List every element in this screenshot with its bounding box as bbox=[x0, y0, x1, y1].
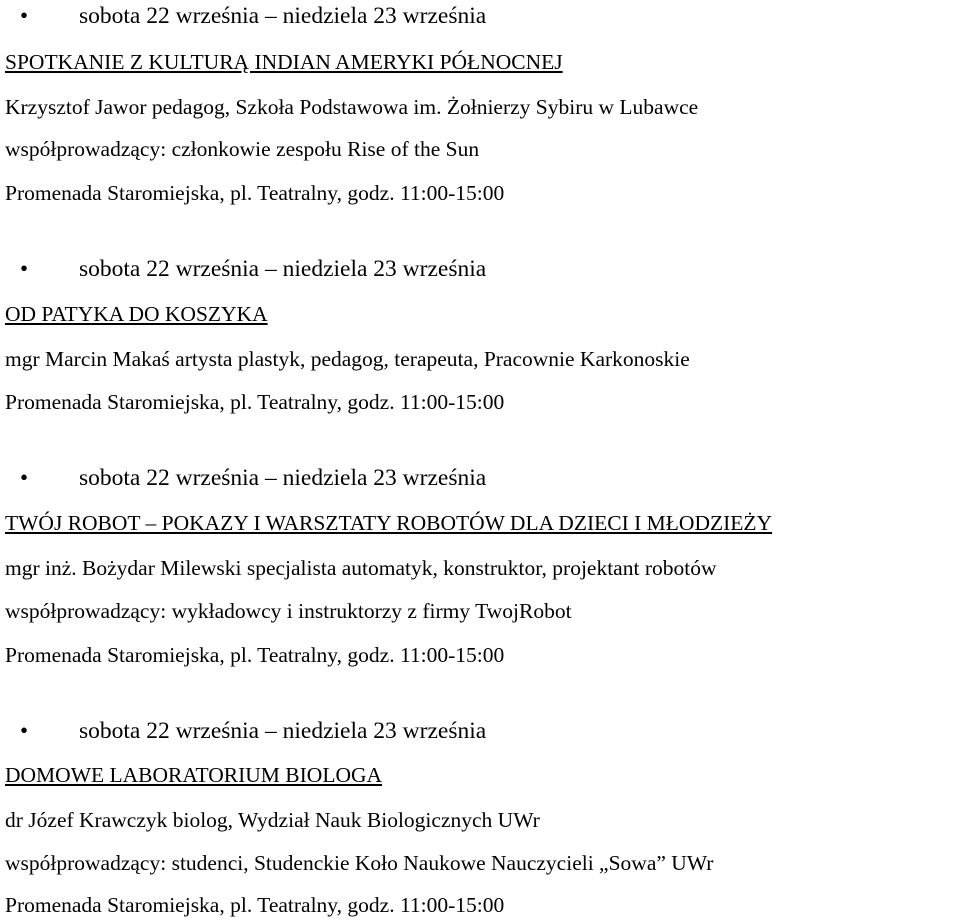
event-title: OD PATYKA DO KOSZYKA bbox=[5, 302, 268, 326]
event-location: Promenada Staromiejska, pl. Teatralny, godz. 11:00-15:00 bbox=[5, 390, 505, 414]
event-host: mgr Marcin Makaś artysta plastyk, pedagog, terapeuta, Pracownie Karkonoskie bbox=[5, 347, 690, 371]
event-title: TWÓJ ROBOT – POKAZY I WARSZTATY ROBOTÓW DLA DZIECI I MŁODZIEŻY bbox=[5, 511, 773, 535]
event-cohost: współprowadzący: wykładowcy i instruktorzy z firmy TwojRobot bbox=[5, 599, 572, 623]
event-host: mgr inż. Bożydar Milewski specjalista automatyk, konstruktor, projektant robotów bbox=[5, 556, 717, 580]
event-date-text: sobota 22 września – niedziela 23 września bbox=[79, 465, 487, 491]
event-cohost: współprowadzący: studenci, Studenckie Koło Naukowe Nauczycieli „Sowa” UWr bbox=[5, 851, 714, 875]
event-date-text: sobota 22 września – niedziela 23 września bbox=[79, 718, 487, 744]
event-host: Krzysztof Jawor pedagog, Szkoła Podstawowa im. Żołnierzy Sybiru w Lubawce bbox=[5, 95, 699, 119]
bullet-icon: • bbox=[20, 718, 29, 743]
event-cohost: współprowadzący: członkowie zespołu Rise of the Sun bbox=[5, 137, 480, 161]
event-date-text: sobota 22 września – niedziela 23 września bbox=[79, 3, 487, 29]
event-date bbox=[20, 464, 486, 492]
event-title: DOMOWE LABORATORIUM BIOLOGA bbox=[5, 763, 383, 787]
event-location: Promenada Staromiejska, pl. Teatralny, godz. 11:00-15:00 bbox=[5, 643, 505, 667]
event-date bbox=[20, 2, 486, 30]
bullet-icon: • bbox=[20, 3, 29, 28]
event-date bbox=[20, 255, 486, 283]
event-location: Promenada Staromiejska, pl. Teatralny, godz. 11:00-15:00 bbox=[5, 181, 505, 205]
event-date-text: sobota 22 września – niedziela 23 września bbox=[79, 256, 487, 282]
event-host: dr Józef Krawczyk biolog, Wydział Nauk Biologicznych UWr bbox=[5, 808, 540, 832]
event-location: Promenada Staromiejska, pl. Teatralny, godz. 11:00-15:00 bbox=[5, 893, 505, 917]
bullet-icon: • bbox=[20, 256, 29, 281]
event-title: SPOTKANIE Z KULTURĄ INDIAN AMERYKI PÓŁNOCNEJ bbox=[5, 50, 563, 74]
bullet-icon: • bbox=[20, 465, 29, 490]
event-date bbox=[20, 717, 486, 745]
